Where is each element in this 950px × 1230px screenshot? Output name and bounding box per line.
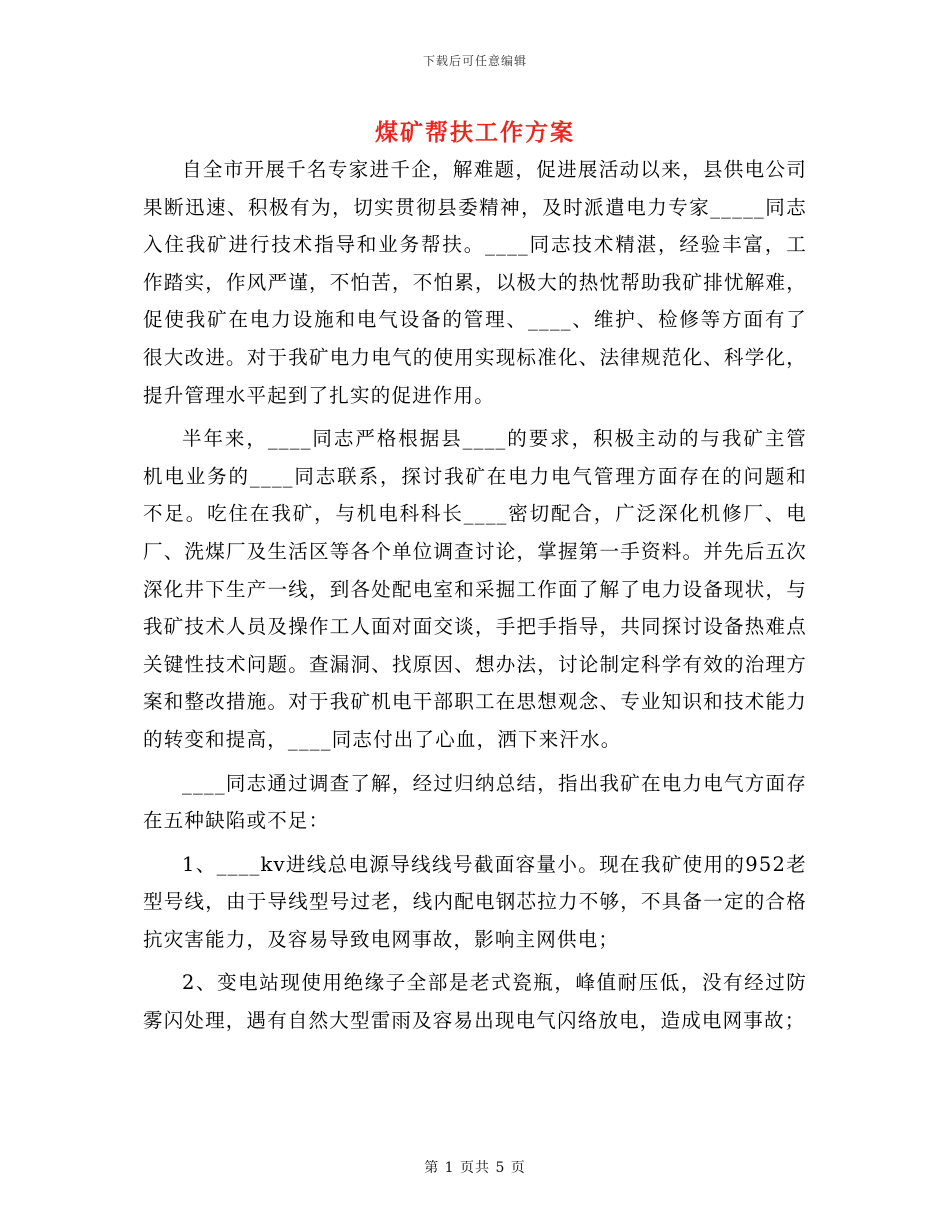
page-header-note: 下载后可任意编辑 (422, 54, 527, 68)
paragraph-half-year: 半年来，____同志严格根据县____的要求，积极主动的与我矿主管机电业务的____同志联系，探讨我矿在电力电气管理方面存在的问题和不足。吃住在我矿，与机电科科长____密切配合，广泛深化机修厂、电厂、洗煤厂及生活区等各个单位调查讨论，掌握第一手资料。并先后五次深化井下生产一线，到各处配电室和采掘工作面了解了电力设备现状，与我矿技术人员及操作工人面对面交谈，手把手指导，共同探讨设备热难点关键性技术问题。查漏洞、找原因、想办法，讨论制定科学有效的治理方案和整改措施。对于我矿机电干部职工在思想观念、专业知识和技术能力的转变和提高，____同志付出了心血，洒下来汗水。 (143, 427, 807, 751)
document-body (143, 151, 807, 1046)
paragraph-intro: 自全市开展千名专家进千企，解难题，促进展活动以来，县供电公司果断迅速、积极有为，切实贯彻县委精神，及时派遣电力专家_____同志入住我矿进行技术指导和业务帮扶。____同志技术精湛，经验丰富，工作踏实，作风严谨，不怕苦，不怕累，以极大的热忱帮助我矿排忧解难，促使我矿在电力设施和电气设备的管理、____、维护、检修等方面有了很大改进。对于我矿电力电气的使用实现标准化、法律规范化、科学化，提升管理水平起到了扎实的促进作用。 (143, 158, 807, 407)
list-item-1: 1、____kv进线总电源导线线号截面容量小。现在我矿使用的952老型号线，由于导线型号过老，线内配电钢芯拉力不够，不具备一定的合格抗灾害能力，及容易导致电网事故，影响主网供电； (143, 852, 807, 951)
paragraph-findings: ____同志通过调查了解，经过归纳总结，指出我矿在电力电气方面存在五种缺陷或不足： (143, 771, 807, 833)
page-number: 第 1 页共 5 页 (424, 1160, 526, 1176)
document-title: 煤矿帮扶工作方案 (375, 119, 575, 146)
list-item-2: 2、变电站现使用绝缘子全部是老式瓷瓶，峰值耐压低，没有经过防雾闪处理，遇有自然大型雷雨及容易出现电气闪络放电，造成电网事故； (143, 971, 807, 1033)
